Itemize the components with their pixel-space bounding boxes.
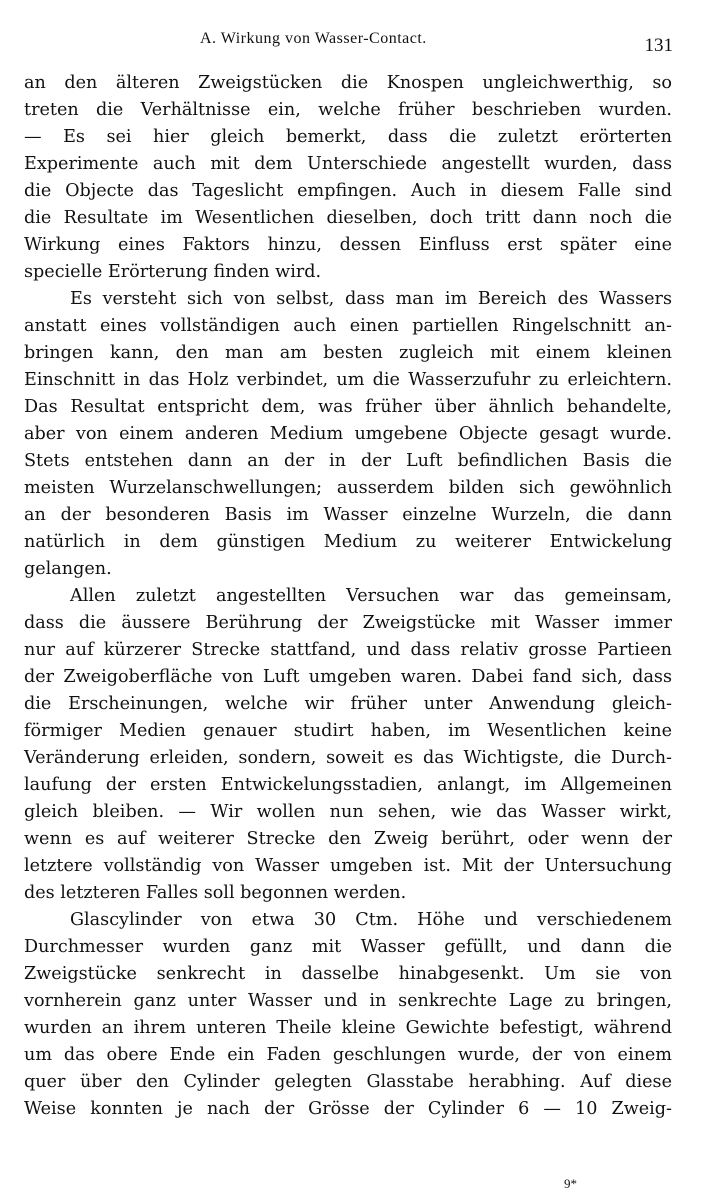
text-line: um das obere Ende ein Faden geschlungen wurde, der von einem: [24, 1045, 672, 1065]
text-line: förmiger Medien genauer studirt haben, im Wesentlichen keine: [24, 721, 672, 741]
text-line: an den älteren Zweigstücken die Knospen ungleichwerthig, so: [24, 73, 672, 93]
page-number: 131: [644, 35, 673, 56]
text-line: gleich bleiben. — Wir wollen nun sehen, wie das Wasser wirkt,: [24, 802, 672, 822]
text-line: nur auf kürzerer Strecke stattfand, und dass relativ grosse Partieen: [24, 640, 672, 660]
text-line: Veränderung erleiden, sondern, soweit es das Wichtigste, die Durch-: [24, 748, 672, 768]
text-line: laufung der ersten Entwickelungsstadien, anlangt, im Allgemeinen: [24, 775, 672, 795]
text-line: bringen kann, den man am besten zugleich mit einem kleinen: [24, 343, 672, 363]
paragraph: [24, 286, 672, 583]
text-line: Es versteht sich von selbst, dass man im Bereich des Wassers: [70, 289, 672, 309]
text-line: an der besonderen Basis im Wasser einzelne Wurzeln, die dann: [24, 505, 672, 525]
text-line: natürlich in dem günstigen Medium zu weiterer Entwickelung: [24, 532, 672, 552]
text-line: dass die äussere Berührung der Zweigstücke mit Wasser immer: [24, 613, 672, 633]
text-line: Weise konnten je nach der Grösse der Cylinder 6 — 10 Zweig-: [24, 1099, 672, 1119]
text-line: die Resultate im Wesentlichen dieselben, doch tritt dann noch die: [24, 208, 672, 228]
text-line: Glascylinder von etwa 30 Ctm. Höhe und verschiedenem: [70, 910, 672, 930]
text-line: wurden an ihrem unteren Theile kleine Gewichte befestigt, während: [24, 1018, 672, 1038]
sheet-signature: 9*: [564, 1176, 577, 1191]
text-line: des letzteren Falles soll begonnen werden.: [24, 883, 407, 903]
text-line: Zweigstücke senkrecht in dasselbe hinabgesenkt. Um sie von: [24, 964, 672, 984]
text-line: Stets entstehen dann an der in der Luft befindlichen Basis die: [24, 451, 672, 471]
running-title: A. Wirkung von Wasser-Contact.: [200, 30, 427, 47]
text-line: Experimente auch mit dem Unterschiede angestellt wurden, dass: [24, 154, 672, 174]
paragraph: [24, 583, 672, 907]
text-line: der Zweigoberfläche von Luft umgeben waren. Dabei fand sich, dass: [24, 667, 672, 687]
text-line: gelangen.: [24, 559, 112, 579]
text-line: meisten Wurzelanschwellungen; ausserdem bilden sich gewöhnlich: [24, 478, 672, 498]
paragraph: [24, 907, 672, 1123]
text-line: Durchmesser wurden ganz mit Wasser gefüllt, und dann die: [24, 937, 672, 957]
text-line: letztere vollständig von Wasser umgeben ist. Mit der Untersuchung: [24, 856, 672, 876]
text-line: Das Resultat entspricht dem, was früher über ähnlich behandelte,: [24, 397, 672, 417]
text-line: Wirkung eines Faktors hinzu, dessen Einfluss erst später eine: [24, 235, 672, 255]
text-line: die Erscheinungen, welche wir früher unter Anwendung gleich-: [24, 694, 672, 714]
body-text: [24, 70, 672, 1123]
text-line: die Objecte das Tageslicht empfingen. Auch in diesem Falle sind: [24, 181, 672, 201]
text-line: Allen zuletzt angestellten Versuchen war das gemeinsam,: [70, 586, 672, 606]
text-line: vornherein ganz unter Wasser und in senkrechte Lage zu bringen,: [24, 991, 672, 1011]
text-line: anstatt eines vollständigen auch einen partiellen Ringelschnitt an-: [24, 316, 672, 336]
text-line: wenn es auf weiterer Strecke den Zweig berührt, oder wenn der: [24, 829, 672, 849]
text-line: — Es sei hier gleich bemerkt, dass die zuletzt erörterten: [24, 127, 672, 147]
text-line: aber von einem anderen Medium umgebene Objecte gesagt wurde.: [24, 424, 672, 444]
text-line: treten die Verhältnisse ein, welche früher beschrieben wurden.: [24, 100, 672, 120]
paragraph: [24, 70, 672, 286]
text-line: Einschnitt in das Holz verbindet, um die Wasserzufuhr zu erleichtern.: [24, 370, 672, 390]
text-line: specielle Erörterung finden wird.: [24, 262, 322, 282]
text-line: quer über den Cylinder gelegten Glasstabe herabhing. Auf diese: [24, 1072, 672, 1092]
